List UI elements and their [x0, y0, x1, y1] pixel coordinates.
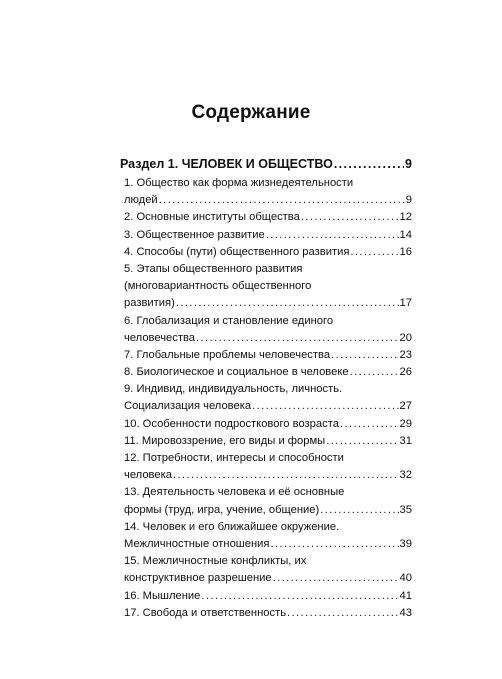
toc-page-number: 40 — [399, 572, 412, 585]
toc-entry[interactable] — [120, 227, 412, 244]
section-label: Раздел 1. ЧЕЛОВЕК И ОБЩЕСТВО — [120, 157, 333, 171]
leader-dots — [252, 398, 398, 415]
toc-entry[interactable] — [120, 364, 412, 381]
toc-entry[interactable] — [120, 313, 412, 347]
leader-dots — [320, 502, 398, 519]
toc-page-number: 35 — [399, 503, 412, 516]
toc-entry-line — [124, 278, 412, 295]
leader-dots — [273, 570, 399, 587]
toc-entry-text: 4. Способы (пути) общественного развития — [124, 245, 350, 258]
leader-dots — [201, 588, 398, 605]
toc-entry-line — [124, 484, 412, 501]
leader-dots — [331, 347, 398, 364]
toc-entry-line — [124, 347, 412, 364]
toc-entry-line — [124, 416, 412, 433]
toc-entry-text: 2. Основные институты общества — [124, 211, 300, 224]
page-title: Содержание — [191, 102, 311, 123]
toc-entry-line — [124, 519, 412, 536]
toc-entry[interactable] — [120, 484, 412, 518]
leader-dots — [176, 295, 399, 312]
toc-entry-text: 3. Общественное развитие — [124, 228, 265, 241]
toc-entry-text: 9. Индивид, индивидуальность, личность. — [124, 383, 343, 396]
toc-entry-text: человечества — [124, 331, 196, 344]
toc-entry-line — [124, 450, 412, 467]
toc-entry-text: 14. Человек и его ближайшее окружение. — [124, 520, 340, 533]
toc-entry-text: 7. Глобальные проблемы человечества — [124, 348, 331, 361]
toc-entry-text: (многовариантность общественного — [124, 280, 312, 293]
leader-dots — [350, 364, 399, 381]
toc-entry-text: 1. Общество как форма жизнедеятельности — [124, 177, 354, 189]
leader-dots — [196, 330, 399, 347]
toc-page-number: 20 — [399, 331, 412, 344]
toc-entry-text: 6. Глобализация и становление единого — [124, 314, 334, 327]
leader-dots — [159, 192, 405, 209]
toc-entry-text: 12. Потребности, интересы и способности — [124, 452, 344, 464]
toc-entry[interactable] — [120, 416, 412, 433]
toc-entry-line — [124, 381, 412, 398]
toc-entry-text: 16. Мышление — [124, 589, 201, 602]
section-heading[interactable] — [120, 157, 412, 175]
toc-page-number: 41 — [399, 589, 412, 602]
toc-page-number: 39 — [399, 537, 412, 550]
toc-page-number: 32 — [399, 469, 412, 482]
toc-page-number: 31 — [399, 434, 412, 447]
toc-page-number: 16 — [399, 245, 412, 258]
leader-dots — [350, 244, 398, 261]
toc-entry[interactable] — [120, 347, 412, 364]
toc-entry[interactable] — [120, 553, 412, 587]
toc-page-number: 27 — [399, 400, 412, 413]
toc-page-number: 12 — [399, 211, 412, 224]
toc-entry-line — [124, 467, 412, 484]
toc-entry-line — [124, 192, 412, 209]
toc-entry-text: 11. Мировоззрение, его виды и формы — [124, 434, 326, 447]
toc-entry-line — [124, 605, 412, 622]
toc-entry-text: 5. Этапы общественного развития — [124, 262, 303, 275]
toc-entry-text: людей — [124, 194, 158, 207]
toc-page-number: 29 — [399, 417, 412, 430]
toc-entry-text: 15. Межличностные конфликты, их — [124, 555, 307, 568]
toc-entry-text: Межличностные отношения — [124, 537, 270, 550]
leader-dots — [270, 536, 398, 553]
toc-entry-line — [124, 553, 412, 570]
table-of-contents — [120, 157, 412, 622]
leader-dots — [287, 605, 399, 622]
toc-entry[interactable] — [120, 588, 412, 605]
toc-page-number: 23 — [399, 348, 412, 361]
toc-entry[interactable] — [120, 261, 412, 313]
toc-entry-line — [124, 588, 412, 605]
toc-entry-line — [124, 295, 412, 312]
leader-dots — [266, 227, 399, 244]
leader-dots — [326, 433, 398, 450]
toc-entry[interactable] — [120, 209, 412, 226]
toc-page-number: 9 — [405, 194, 412, 207]
toc-entry-text: формы (труд, игра, учение, общение) — [124, 503, 320, 516]
toc-entry-line — [124, 502, 412, 519]
toc-entry-line — [124, 209, 412, 226]
toc-entry[interactable] — [120, 244, 412, 261]
toc-entry-line — [124, 398, 412, 415]
toc-entry-text: 8. Биологическое и социальное в человеке — [124, 366, 349, 379]
toc-entry-line — [124, 570, 412, 587]
toc-page-number: 14 — [399, 228, 412, 241]
toc-entry[interactable] — [120, 175, 412, 209]
section-page-number: 9 — [405, 157, 412, 171]
leader-dots — [173, 467, 399, 484]
toc-entry-line — [124, 175, 412, 192]
toc-entry-line — [124, 313, 412, 330]
toc-entry-line — [124, 244, 412, 261]
toc-entry-line — [124, 536, 412, 553]
leader-dots — [334, 157, 404, 171]
leader-dots — [340, 416, 399, 433]
leader-dots — [301, 209, 399, 226]
toc-entry-text: 17. Свобода и ответственность — [124, 606, 287, 619]
toc-entry-line — [124, 227, 412, 244]
toc-entry-line — [124, 364, 412, 381]
toc-entry[interactable] — [120, 381, 412, 415]
toc-page-number: 17 — [399, 297, 412, 310]
toc-page-number: 43 — [399, 606, 412, 619]
toc-page-number: 26 — [399, 366, 412, 379]
toc-entry-text: конструктивное разрешение — [124, 572, 272, 585]
toc-entry-line — [124, 261, 412, 278]
toc-entry-line — [124, 330, 412, 347]
toc-entry-text: Социализация человека — [124, 400, 252, 413]
toc-entry[interactable] — [120, 605, 412, 622]
toc-entries — [120, 175, 412, 622]
toc-entry-text: 13. Деятельность человека и её основные — [124, 486, 345, 499]
toc-entry-text: 10. Особенности подросткового возраста — [124, 417, 339, 430]
toc-entry-text: развития) — [124, 297, 175, 310]
toc-entry-text: человека — [124, 469, 172, 482]
toc-entry[interactable] — [120, 519, 412, 553]
toc-entry[interactable] — [120, 450, 412, 484]
toc-entry-line — [124, 433, 412, 450]
toc-entry[interactable] — [120, 433, 412, 450]
